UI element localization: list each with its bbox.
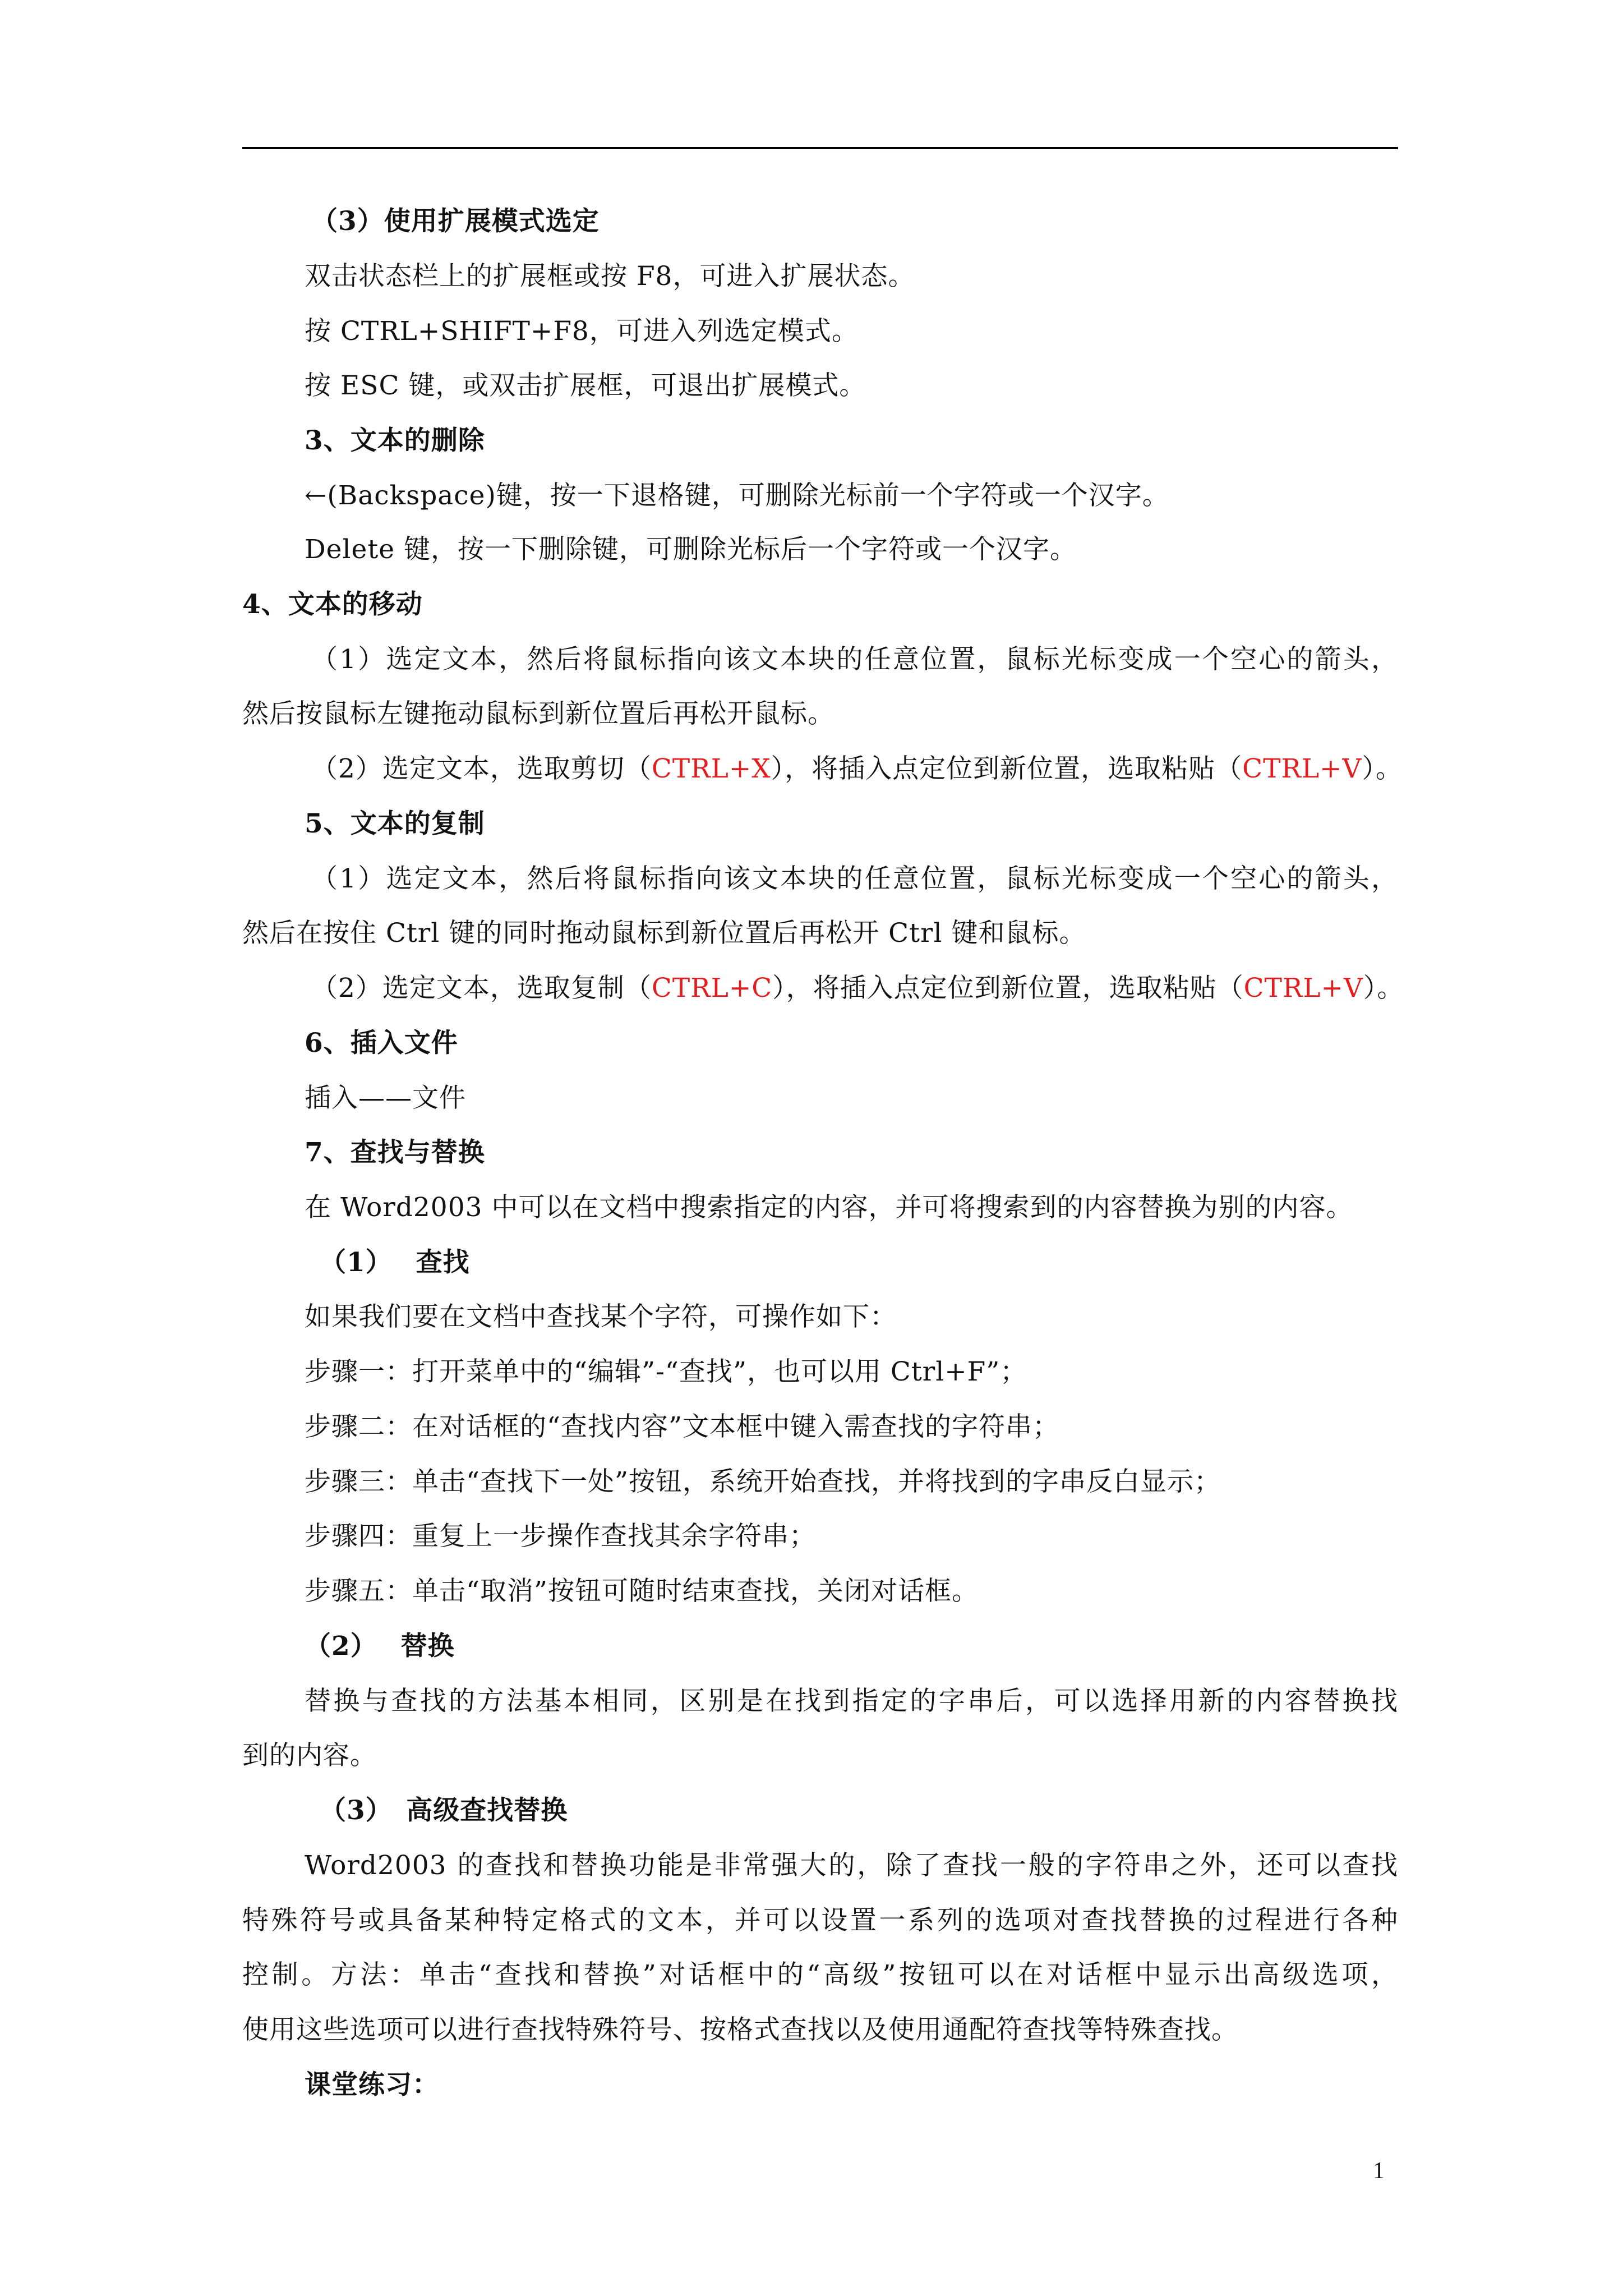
paragraph-line: 控制。方法：单击“查找和替换”对话框中的“高级”按钮可以在对话框中显示出高级选项， (242, 1959, 1398, 1990)
paragraph-line: ←(Backspace)键，按一下退格键，可删除光标前一个字符或一个汉字。 (305, 480, 1169, 511)
step-line: 步骤一：打开菜单中的“编辑”-“查找”，也可以用 Ctrl+F”； (305, 1356, 1027, 1387)
text-segment: ）。 (1362, 753, 1403, 784)
paragraph-line: Delete 键，按一下删除键，可删除光标后一个字符或一个汉字。 (305, 534, 1077, 565)
paragraph-line: （1）选定文本，然后将鼠标指向该文本块的任意位置，鼠标光标变成一个空心的箭头， (311, 644, 1398, 675)
text-segment: （2）选定文本，选取复制（ (311, 973, 652, 1004)
paragraph-line: 在 Word2003 中可以在文档中搜索指定的内容，并可将搜索到的内容替换为别的内容。 (305, 1192, 1353, 1223)
section-heading-move: 4、文本的移动 (242, 589, 423, 620)
subheading-find: （1） 查找 (320, 1247, 470, 1278)
step-line: 步骤五：单击“取消”按钮可随时结束查找，关闭对话框。 (305, 1576, 979, 1607)
section-heading-delete: 3、文本的删除 (305, 425, 485, 456)
page-number: 1 (1373, 2158, 1385, 2184)
paragraph-line: 按 ESC 键，或双击扩展框，可退出扩展模式。 (305, 370, 866, 401)
text-segment: ）。 (1363, 973, 1404, 1004)
paragraph-line: 如果我们要在文档中查找某个字符，可操作如下： (305, 1301, 897, 1332)
text-segment: ），将插入点定位到新位置，选取粘贴（ (771, 753, 1243, 784)
section-heading-insert-file: 6、插入文件 (305, 1028, 458, 1059)
paragraph-line: 然后按鼠标左键拖动鼠标到新位置后再松开鼠标。 (242, 698, 834, 729)
section-heading-copy: 5、文本的复制 (305, 808, 485, 839)
text-segment: （2）选定文本，选取剪切（ (311, 753, 652, 784)
paragraph-line: 到的内容。 (242, 1740, 377, 1771)
paragraph-line: 插入——文件 (305, 1083, 466, 1114)
step-line: 步骤三：单击“查找下一处”按钮，系统开始查找，并将找到的字串反白显示； (305, 1466, 1221, 1497)
section-heading-find-replace: 7、查找与替换 (305, 1137, 485, 1168)
paragraph-line-cut-paste (311, 752, 1403, 786)
paragraph-line: 替换与查找的方法基本相同，区别是在找到指定的字串后，可以选择用新的内容替换找 (305, 1686, 1398, 1717)
subheading-advanced: （3） 高级查找替换 (320, 1795, 568, 1826)
header-rule (242, 147, 1398, 149)
text-segment: ），将插入点定位到新位置，选取粘贴（ (772, 973, 1244, 1004)
paragraph-line-copy-paste (311, 972, 1404, 1005)
step-line: 步骤二：在对话框的“查找内容”文本框中键入需查找的字符串； (305, 1411, 1060, 1442)
paragraph-line: 特殊符号或具备某种特定格式的文本，并可以设置一系列的选项对查找替换的过程进行各种 (242, 1905, 1398, 1936)
paragraph-line: （1）选定文本，然后将鼠标指向该文本块的任意位置，鼠标光标变成一个空心的箭头， (311, 863, 1398, 894)
paragraph-line: 双击状态栏上的扩展框或按 F8，可进入扩展状态。 (305, 261, 915, 292)
section-heading-exercise: 课堂练习： (305, 2069, 439, 2100)
shortcut-copy: CTRL+C (651, 973, 773, 1004)
shortcut-paste: CTRL+V (1242, 753, 1362, 784)
section-heading-extend-mode: （3）使用扩展模式选定 (311, 206, 600, 237)
subheading-replace: （2） 替换 (305, 1631, 455, 1662)
step-line: 步骤四：重复上一步操作查找其余字符串； (305, 1521, 816, 1552)
shortcut-cut: CTRL+X (651, 753, 771, 784)
paragraph-line: 使用这些选项可以进行查找特殊符号、按格式查找以及使用通配符查找等特殊查找。 (242, 2014, 1238, 2045)
paragraph-line: Word2003 的查找和替换功能是非常强大的，除了查找一般的字符串之外，还可以查找 (305, 1850, 1398, 1881)
shortcut-paste: CTRL+V (1243, 973, 1363, 1004)
paragraph-line: 按 CTRL+SHIFT+F8，可进入列选定模式。 (305, 316, 859, 347)
paragraph-line: 然后在按住 Ctrl 键的同时拖动鼠标到新位置后再松开 Ctrl 键和鼠标。 (242, 918, 1086, 949)
